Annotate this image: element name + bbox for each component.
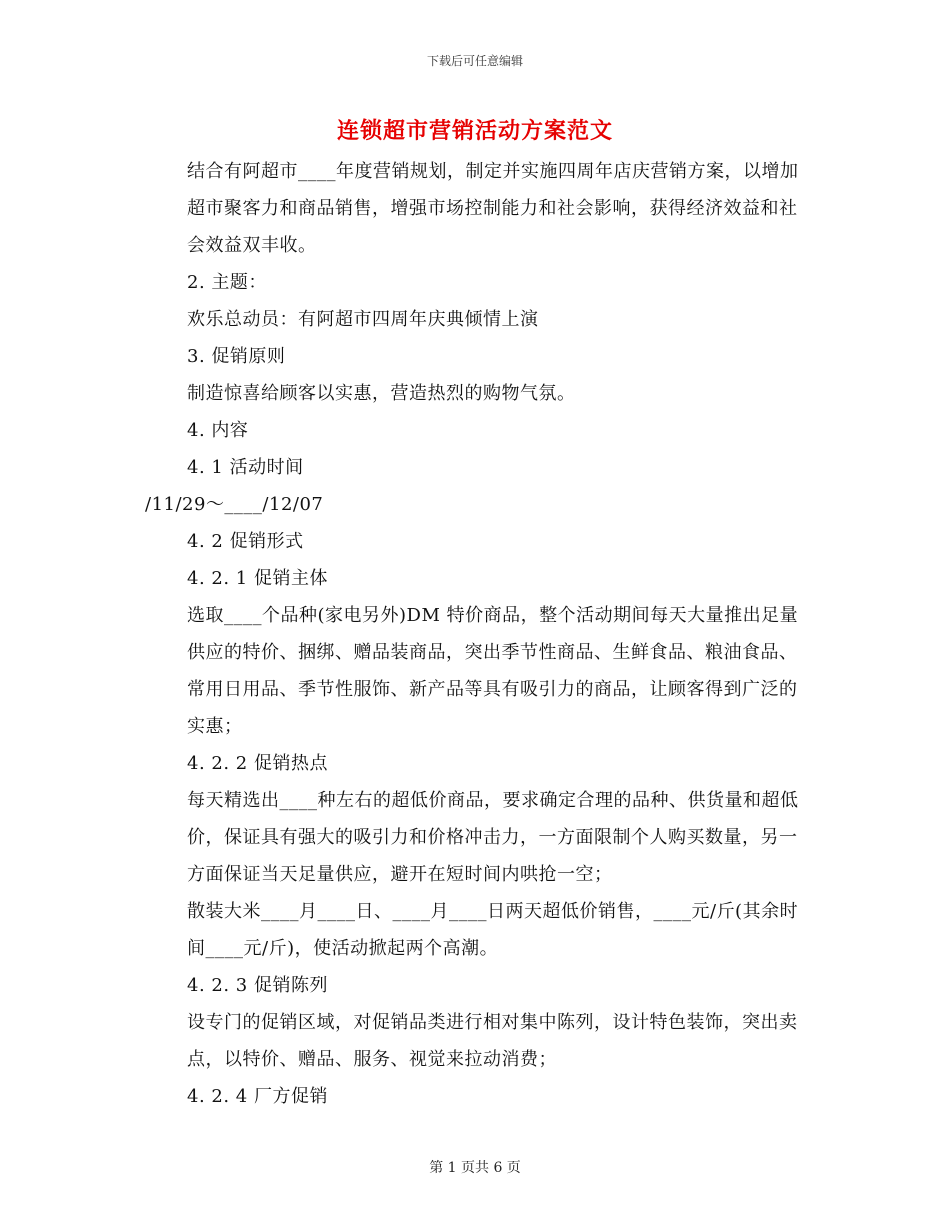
document-title: 连锁超市营销活动方案范文 <box>336 118 613 144</box>
page-footer: 第 1 页共 6 页 <box>429 1160 521 1176</box>
heading-promotion-display: 4. 2. 3 促销陈列 <box>187 975 328 996</box>
heading-promotion-hotspot: 4. 2. 2 促销热点 <box>187 753 328 774</box>
paragraph-principle: 制造惊喜给顾客以实惠，营造热烈的购物气氛。 <box>187 383 576 404</box>
heading-vendor-promotion: 4. 2. 4 厂方促销 <box>187 1086 328 1107</box>
paragraph-intro: 结合有阿超市____年度营销规划，制定并实施四周年店庆营销方案，以增加超市聚客力和商品销售，增强市场控制能力和社会影响，获得经济效益和社会效益双丰收。 <box>187 161 799 256</box>
page-header: 下载后可任意编辑 <box>426 54 523 68</box>
paragraph-activity-time: /11/29～____/12/07 <box>145 494 324 515</box>
document-body <box>145 153 805 1115</box>
paragraph-theme: 欢乐总动员：有阿超市四周年庆典倾情上演 <box>187 309 539 330</box>
heading-activity-time: 4. 1 活动时间 <box>187 457 304 478</box>
heading-content: 4. 内容 <box>187 420 249 441</box>
heading-promotion-form: 4. 2 促销形式 <box>187 531 304 552</box>
paragraph-promotion-hotspot: 每天精选出____种左右的超低价商品，要求确定合理的品种、供货量和超低价，保证具有强大的吸引力和价格冲击力，一方面限制个人购买数量，另一方面保证当天足量供应，避开在短时间内哄抢一空； <box>187 790 799 885</box>
paragraph-promotion-display: 设专门的促销区域，对促销品类进行相对集中陈列，设计特色装饰，突出卖点，以特价、赠品、服务、视觉来拉动消费； <box>187 1012 798 1070</box>
paragraph-promotion-main: 选取____个品种(家电另外)DM 特价商品，整个活动期间每天大量推出足量供应的特价、捆绑、赠品装商品，突出季节性商品、生鲜食品、粮油食品、常用日用品、季节性服饰、新产品等具有吸引力的商品，让顾客得到广泛的实惠； <box>187 605 799 737</box>
heading-promotion-main: 4. 2. 1 促销主体 <box>187 568 328 589</box>
paragraph-rice-promotion: 散装大米____月____日、____月____日两天超低价销售，____元/斤(其余时间____元/斤)，使活动掀起两个高潮。 <box>187 901 799 959</box>
heading-theme: 2. 主题： <box>187 272 267 293</box>
heading-principle: 3. 促销原则 <box>187 346 286 367</box>
